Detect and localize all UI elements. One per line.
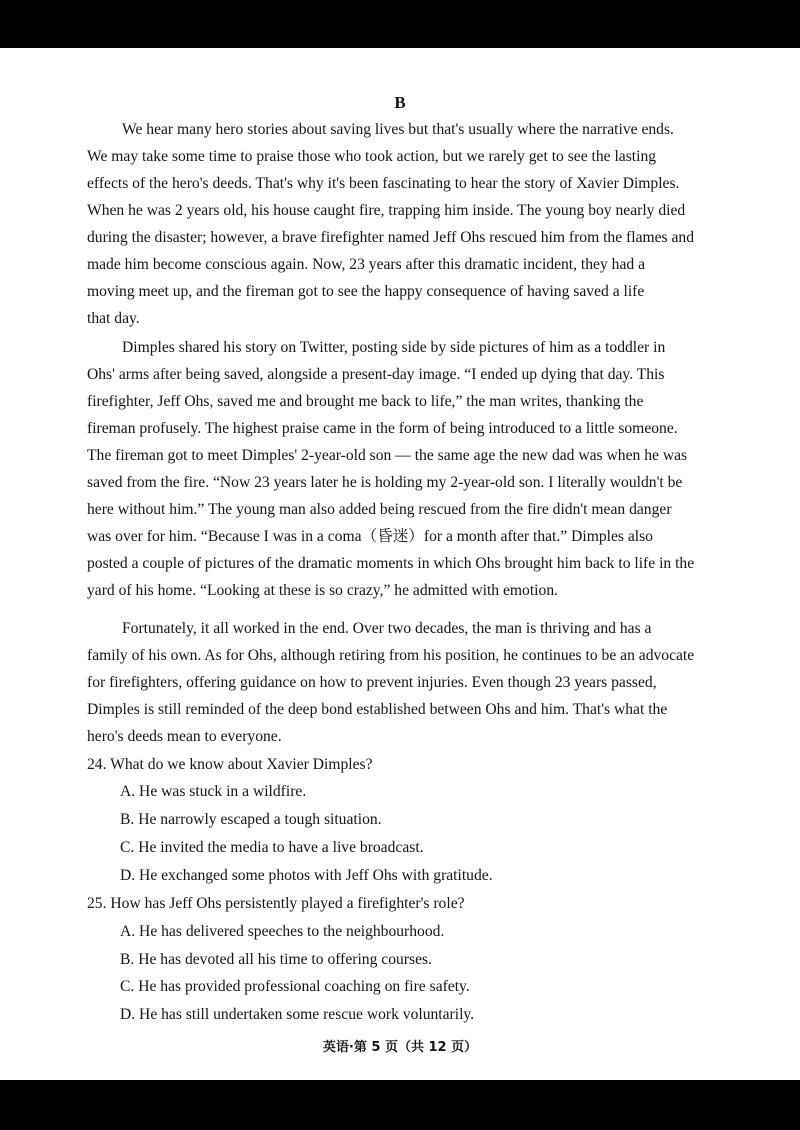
passage-line: Fortunately, it all worked in the end. Over two decades, the man is thriving and has a: [122, 620, 652, 637]
option-a[interactable]: A. He was stuck in a wildfire.: [120, 783, 307, 800]
passage-line: effects of the hero's deeds. That's why it's been fascinating to hear the story of Xavier Dimples.: [87, 175, 680, 192]
bottom-black-bar: [0, 1080, 800, 1130]
passage-line: hero's deeds mean to everyone.: [87, 728, 282, 745]
question-stem: 24. What do we know about Xavier Dimples?: [87, 756, 373, 773]
passage-line: Ohs' arms after being saved, alongside a present-day image. “I ended up dying that day. This: [87, 366, 665, 383]
passage-line: moving meet up, and the fireman got to see the happy consequence of having saved a life: [87, 283, 645, 300]
option-c[interactable]: C. He has provided professional coaching on fire safety.: [120, 978, 470, 995]
passage-line: here without him.” The young man also added being rescued from the fire didn't mean danger: [87, 501, 672, 518]
passage-line: We hear many hero stories about saving lives but that's usually where the narrative ends.: [122, 121, 674, 138]
option-c[interactable]: C. He invited the media to have a live broadcast.: [120, 839, 424, 856]
passage-line: Dimples is still reminded of the deep bond established between Ohs and him. That's what the: [87, 701, 668, 718]
option-a[interactable]: A. He has delivered speeches to the neighbourhood.: [120, 923, 445, 940]
passage-line: during the disaster; however, a brave firefighter named Jeff Ohs rescued him from the flames and: [87, 229, 695, 246]
passage-line: family of his own. As for Ohs, although retiring from his position, he continues to be an advocate: [87, 647, 695, 664]
passage-line: firefighter, Jeff Ohs, saved me and brought me back to life,” the man writes, thanking the: [87, 393, 644, 410]
passage-line: for firefighters, offering guidance on how to prevent injuries. Even though 23 years passed,: [87, 674, 657, 691]
passage-line: yard of his home. “Looking at these is so crazy,” he admitted with emotion.: [87, 582, 559, 599]
option-d[interactable]: D. He exchanged some photos with Jeff Ohs with gratitude.: [120, 867, 493, 884]
passage-line: We may take some time to praise those who took action, but we rarely get to see the lasting: [87, 148, 657, 165]
passage-line: The fireman got to meet Dimples' 2-year-old son — the same age the new dad was when he was: [87, 447, 688, 464]
passage-line: fireman profusely. The highest praise came in the form of being introduced to a little someone.: [87, 420, 678, 437]
passage-line: Dimples shared his story on Twitter, posting side by side pictures of him as a toddler in: [122, 339, 666, 356]
top-black-bar: [0, 0, 800, 48]
section-title: B: [394, 93, 406, 112]
exam-page: [0, 48, 800, 1080]
passage-line: When he was 2 years old, his house caught fire, trapping him inside. The young boy nearly died: [87, 202, 686, 219]
option-b[interactable]: B. He narrowly escaped a tough situation.: [120, 811, 382, 828]
passage-line: that day.: [87, 310, 140, 327]
passage-line: was over for him. “Because I was in a coma（昏迷）for a month after that.” Dimples also: [87, 528, 653, 545]
option-d[interactable]: D. He has still undertaken some rescue work voluntarily.: [120, 1006, 475, 1023]
page-footer: 英语·第 5 页（共 12 页）: [322, 1040, 478, 1055]
passage-line: posted a couple of pictures of the dramatic moments in which Ohs brought him back to life in the: [87, 555, 695, 572]
question-stem: 25. How has Jeff Ohs persistently played a firefighter's role?: [87, 895, 465, 912]
passage-line: made him become conscious again. Now, 23 years after this dramatic incident, they had a: [87, 256, 646, 273]
option-b[interactable]: B. He has devoted all his time to offering courses.: [120, 951, 432, 968]
passage-line: saved from the fire. “Now 23 years later he is holding my 2-year-old son. I literally wouldn't be: [87, 474, 683, 491]
